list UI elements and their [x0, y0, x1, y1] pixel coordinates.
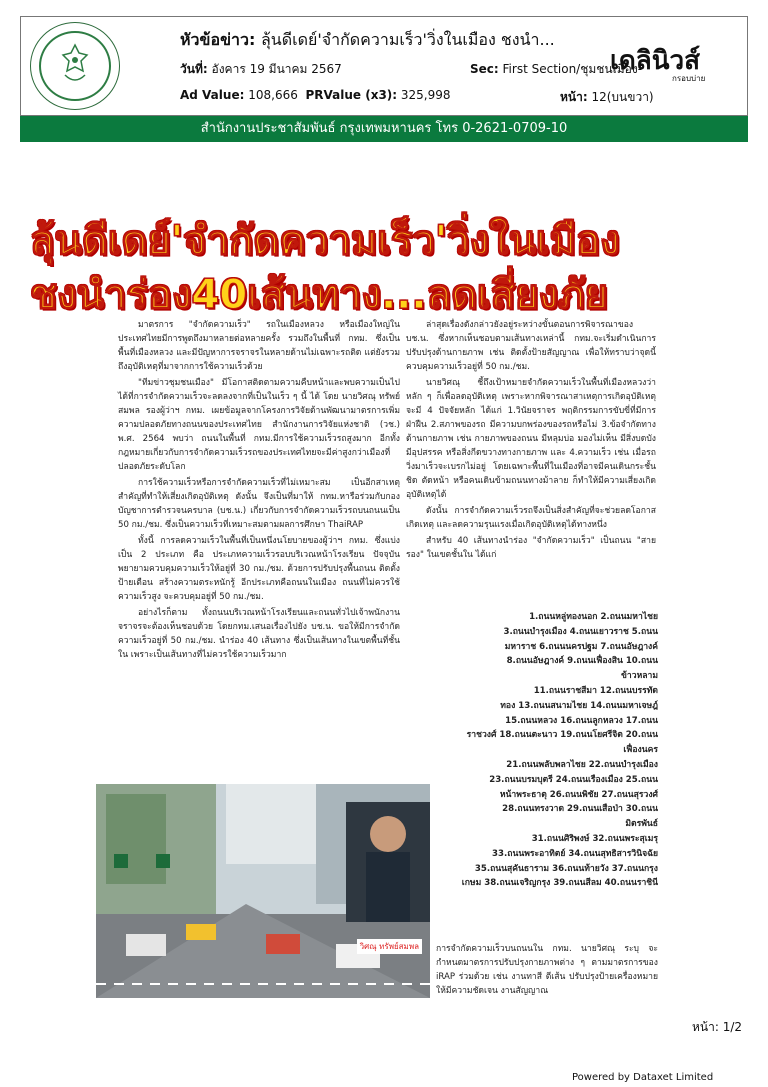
article-tail-paragraph: การจำกัดความเร็วบนถนนใน กทม. นายวิศณุ ระบุ จะกำหนดมาตรการปรับปรุงกายภาพต่าง ๆ ตามมาตรการของ iRAP ร่วมด้วย เช่น งานทาสี ตีเส้น ปรับปรุงป้ายเครื่องหมายให้มีความชัดเจน งานสัญญาณ — [436, 944, 658, 996]
dailynews-logo-text: เดลินิวส์ — [610, 46, 700, 76]
date-line — [180, 60, 342, 79]
article-paragraph: การใช้ความเร็วหรือการจำกัดความเร็วที่ไม่เหมาะสม เป็นอีกสาเหตุสำคัญที่ทำให้เสี่ยงเกิดอุบัติเหตุ ดังนั้น จึงเป็นที่มาให้ กทม.หารือร่วมกับกองบัญชาการตำรวจนครบาล (บช.น.) เกี่ยวกับการจำกัดความเร็วรถบนถนนเป็น 50 กม./ชม. ซึ่งเป็นความเร็วที่เหมาะสมตามผลการศึกษา ThaiRAP — [118, 478, 400, 530]
photo-caption: วิศณุ ทรัพย์สมพล — [357, 939, 422, 954]
route-line: หน้าพระธาตุ 26.ถนนพิชัย 27.ถนนสุรวงศ์ — [499, 789, 658, 800]
bangkok-seal-logo — [30, 22, 120, 110]
article-right-column — [406, 318, 656, 564]
topic-label: หัวข้อข่าว: — [180, 30, 256, 49]
page-value: 12(บนขวา) — [591, 90, 654, 104]
route-line: มหาราช 6.ถนนนครปฐม 7.ถนนอัษฎางค์ — [504, 641, 658, 652]
topic-value: ลุ้นดีเดย์'จำกัดความเร็ว'วิ่งในเมือง ชงนำ... — [260, 30, 555, 49]
route-line: 8.ถนนอัษฎางค์ 9.ถนนเฟื่องสิน 10.ถนน — [506, 656, 658, 667]
section-label: Sec: — [470, 62, 499, 76]
route-line: 11.ถนนราชสีมา 12.ถนนบรรทัด — [533, 685, 658, 696]
clipping-page-number: หน้า: 1/2 — [692, 1020, 743, 1034]
date-value: อังคาร 19 มีนาคม 2567 — [211, 62, 342, 76]
page-label: หน้า: — [560, 90, 588, 104]
office-contact-bar: สำนักงานประชาสัมพันธ์ กรุงเทพมหานคร โทร 0-2621-0709-10 — [20, 116, 748, 142]
pr-value-label: PRValue (x3): — [305, 88, 398, 102]
article-paragraph: ล่าสุดเรื่องดังกล่าวยังอยู่ระหว่างขั้นตอนการพิจารณาของ บช.น. ซึ่งหากเห็นชอบตามเส้นทางเหล่านี้ กทม.จะเริ่มดำเนินการปรับปรุงด้านกายภาพ เช่น ติดตั้งป้ายสัญญาณ เพื่อให้ทราบว่าจุดนี้ควบคุมความเร็วอยู่ที่ 50 กม./ชม. — [406, 320, 656, 372]
headline-line-1: ลุ้นดีเดย์'จำกัดความเร็ว'วิ่งในเมือง — [30, 218, 620, 264]
route-line: 21.ถนนพลับพลาไชย 22.ถนนบำรุงเมือง — [506, 759, 658, 770]
route-line: ข้าวหลาม — [621, 671, 658, 682]
article-paragraph: สำหรับ 40 เส้นทางนำร่อง "จำกัดความเร็ว" เป็นถนน "สายรอง" ในเขตชั้นใน ได้แก่ — [406, 536, 656, 560]
pr-value: 325,998 — [400, 88, 451, 102]
article-paragraph: ทั้งนี้ การลดความเร็วในพื้นที่เป็นหนึ่งนโยบายของผู้ว่าฯ กทม. ซึ่งแบ่งเป็น 2 ประเภท คือ ประเภทความเร็วรอบบริเวณหน้าโรงเรียน ปัจจุบันพยายามควบคุมความเร็วให้อยู่ที่ 30 กม./ชม. ด้วยการปรับปรุงพื้นถนน ติดตั้งป้ายเตือน สร้างความตระหนักรู้ อีกประเภทคือถนนในเมือง ถนนที่ไม่ควรใช้ความเร็วสูง จะควบคุมอยู่ที่ 50 กม./ชม. — [118, 536, 400, 602]
article-left-column — [118, 318, 400, 664]
dailynews-logo-sub: กรอบบ่าย — [672, 74, 706, 83]
route-line: เฟื่องนคร — [623, 745, 658, 756]
route-line: 15.ถนนหลวง 16.ถนนลูกหลวง 17.ถนน — [505, 715, 658, 726]
route-line: 1.ถนนหลู่ทองนอก 2.ถนนมหาไชย — [529, 612, 658, 622]
headline-line-2: ชงนำร่อง40เส้นทาง...ลดเสี่ยงภัย — [30, 272, 608, 318]
ad-value-label: Ad Value: — [180, 88, 245, 102]
route-line: เกษม 38.ถนนเจริญกรุง 39.ถนนสีลม 40.ถนนราชินี — [461, 878, 658, 889]
ad-value-line — [180, 88, 451, 102]
seal-emblem-icon — [53, 41, 97, 91]
article-paragraph: มาตรการ "จำกัดความเร็ว" รถในเมืองหลวง หรือเมืองใหญ่ในประเทศไทยมีการพูดถึงมาหลายต่อหลายครั้ง รวมถึงในพื้นที่ กทม. ซึ่งเป็นพื้นที่เมืองหลวง และมีปัญหาการจราจรในหลายด้านไม่เฉพาะรถติด แต่ยังรวมถึงอุบัติเหตุที่มาจากการใช้ความเร็วด้วย — [118, 320, 400, 372]
article-paragraph: นายวิศณุ ชี้ถึงเป้าหมายจำกัดความเร็วในพื้นที่เมืองหลวงว่า หลัก ๆ ก็เพื่อลดอุบัติเหตุ เพราะหากพิจารณาสาเหตุการเกิดอุบัติเหตุจะมี 4 ปัจจัยหลัก ได้แก่ 1.วินัยจราจร พฤติกรรมการขับขี่ที่มีการฝ่าฝืน 2.สภาพของรถ มีความบกพร่องของรถหรือไม่ 3.ข้อจำกัดทางด้านกายภาพ เช่น กายภาพของถนน มีหลุมบ่อ มองไม่เห็น มีสิ่งบดบัง มีอุปสรรค หรือสิ่งกีดขวางทางกายภาพ และ 4.ความเร็ว เช่น เมื่อรถวิ่งมาเร็วจะเบรกไม่อยู่ โดยเฉพาะพื้นที่ในเมืองที่อาจมีคนเดินกระชั้นชิด ตัดหน้า หรือคนเดินข้ามถนนทางม้าลาย ก็ทำให้มีความเสี่ยงเกิดอุบัติเหตุได้ — [406, 378, 656, 500]
section-value: First Section/ชุมชนเมือง- — [502, 62, 643, 76]
route-line: 23.ถนนบรมบุตรี 24.ถนนเรืองเมือง 25.ถนน — [489, 774, 658, 785]
route-line: 33.ถนนพระอาทิตย์ 34.ถนนสุทธิสารวินิจฉัย — [492, 848, 658, 859]
route-line: ราชวงศ์ 18.ถนนตะนาว 19.ถนนโยศรีจิต 20.ถนน — [466, 730, 658, 741]
route-line: 35.ถนนสุคันธาราม 36.ถนนท้ายวัง 37.ถนนกรุง — [474, 863, 658, 874]
route-line: มิตรพันธ์ — [625, 819, 658, 830]
ad-value: 108,666 — [248, 88, 298, 102]
dailynews-logo — [610, 40, 738, 90]
date-label: วันที่: — [180, 62, 208, 76]
street-photo — [96, 784, 430, 998]
street-scene-image — [96, 784, 430, 998]
page-line — [560, 88, 654, 107]
route-list — [436, 610, 658, 891]
route-line: ทอง 13.ถนนสนามไชย 14.ถนนมหาเจษฎ์ — [500, 700, 658, 711]
article-paragraph: อย่างไรก็ตาม ทั้งถนนบริเวณหน้าโรงเรียนและถนนทั่วไปเจ้าพนักงานจราจรจะต้องเห็นชอบด้วย โดยกทม.เสนอเรื่องไปยัง บช.น. ขอให้มีการจำกัดความเร็วอยู่ที่ 50 กม./ชม. นำร่อง 40 เส้นทาง ซึ่งเป็นเส้นทางในเขตพื้นที่ชั้นใน เพราะเป็นเส้นทางที่ไม่ควรใช้ความเร็วมาก — [118, 608, 400, 660]
article-paragraph: ดังนั้น การจำกัดความเร็วรถจึงเป็นสิ่งสำคัญที่จะช่วยลดโอกาสเกิดเหตุ และลดความรุนแรงเมื่อเกิดอุบัติเหตุได้ทางหนึ่ง — [406, 506, 656, 530]
route-line: 3.ถนนบำรุงเมือง 4.ถนนเยาวราช 5.ถนน — [503, 626, 658, 637]
route-line: 28.ถนนทรงวาด 29.ถนนเสือป่า 30.ถนน — [502, 804, 658, 815]
powered-by: Powered by Dataxet Limited — [572, 1072, 714, 1083]
article-paragraph: "ทีมข่าวชุมชนเมือง" มีโอกาสติดตามความคืบหน้าและพบความเป็นไปได้ที่การจำกัดความเร็วจะลดลงจากที่เป็นในเร็ว ๆ นี้ ได้ โดย นายวิศณุ ทรัพย์สมพล รองผู้ว่าฯ กทม. เผยข้อมูลจากโครงการวิจัยด้านพัฒนามาตรการเพิ่มความปลอดภัยทางถนนของประเทศไทย สำนักงานการวิจัยแห่งชาติ (วช.) พ.ศ. 2564 พบว่า ถนนในพื้นที่ กทม.มีการใช้ความเร็วรถสูงมาก อีกทั้งกฎหมายเกี่ยวกับการจำกัดความเร็วรถของประเทศไทยจะมีค่าสูงกว่าเมืองที่ปลอดภัยระดับโลก — [118, 378, 400, 472]
route-line: 31.ถนนศิริพงษ์ 32.ถนนพระสุเมรุ — [531, 833, 658, 844]
topic-line — [180, 28, 555, 53]
